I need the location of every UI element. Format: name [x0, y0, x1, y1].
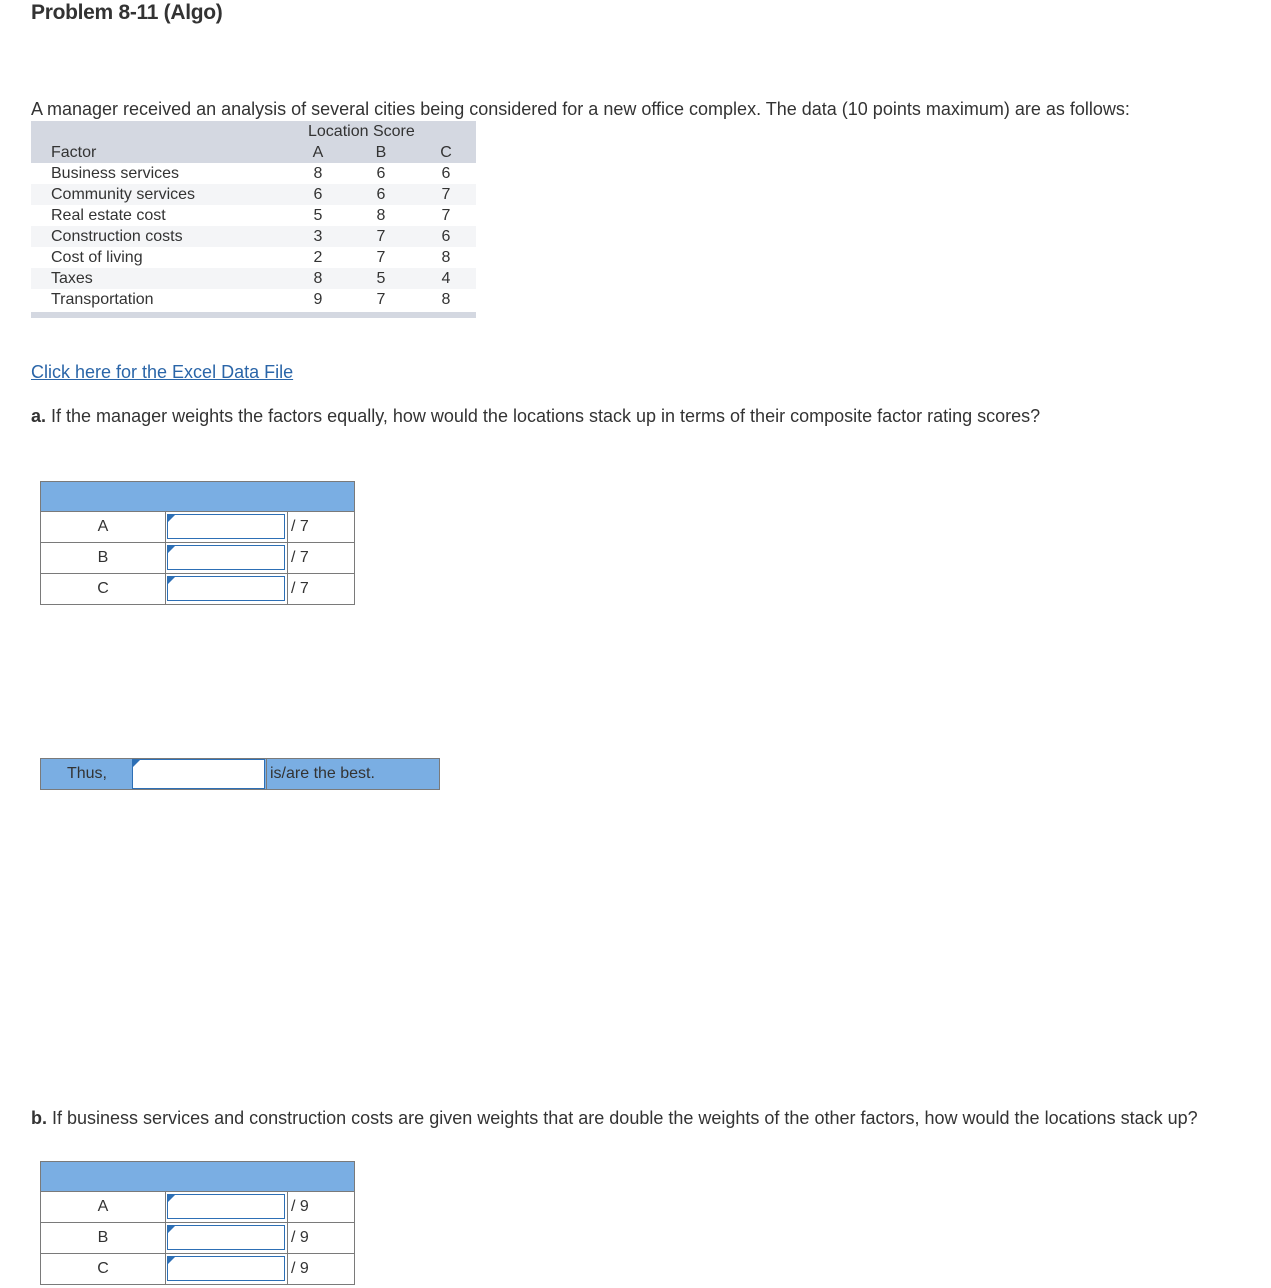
- table-row: [31, 226, 476, 247]
- score-denominator: / 9: [291, 1198, 309, 1215]
- score-input-b[interactable]: [167, 545, 285, 570]
- score-b: 7: [376, 291, 386, 308]
- divider: [287, 543, 288, 573]
- score-denominator: / 7: [291, 580, 309, 597]
- divider: [266, 759, 267, 789]
- location-label: B: [41, 543, 166, 573]
- thus-suffix: is/are the best.: [270, 765, 375, 782]
- score-a: 8: [313, 165, 323, 182]
- answer-row-c: [40, 1254, 355, 1285]
- page-title: Problem 8-11 (Algo): [31, 1, 223, 24]
- score-input-a[interactable]: [167, 514, 285, 539]
- thus-label: Thus,: [66, 765, 107, 782]
- col-header-b: B: [375, 144, 387, 161]
- question-b: [31, 1107, 1198, 1129]
- score-c: 7: [441, 186, 451, 203]
- answer-row-a: [40, 1192, 355, 1223]
- factor-name: Transportation: [51, 291, 154, 308]
- location-score-header-row: [31, 121, 476, 142]
- question-b-label: b.: [31, 1108, 47, 1128]
- question-a-text: If the manager weights the factors equally, how would the locations stack up in terms of their composite factor rating scores?: [51, 406, 1041, 426]
- score-a: 2: [313, 249, 323, 266]
- factor-name: Real estate cost: [51, 207, 166, 224]
- col-header-c: C: [440, 144, 452, 161]
- table-row: [31, 163, 476, 184]
- answer-table-a: [40, 481, 355, 605]
- question-a: [31, 405, 1040, 427]
- divider: [287, 1192, 288, 1222]
- table-bottom-border: [31, 312, 476, 318]
- score-b: 7: [376, 249, 386, 266]
- score-denominator: / 7: [291, 518, 309, 535]
- divider: [287, 1223, 288, 1253]
- factor-header: Factor: [51, 144, 97, 161]
- answer-table-header: [40, 1161, 355, 1192]
- score-a: 3: [313, 228, 323, 245]
- table-row: [31, 184, 476, 205]
- table-row: [31, 289, 476, 310]
- answer-table-b: [40, 1161, 355, 1285]
- location-label: B: [41, 1223, 166, 1253]
- answer-row-c: [40, 574, 355, 605]
- score-a: 8: [313, 270, 323, 287]
- score-input-a[interactable]: [167, 1194, 285, 1219]
- score-input-c[interactable]: [167, 576, 285, 601]
- score-c: 4: [441, 270, 451, 287]
- table-row: [31, 205, 476, 226]
- score-c: 8: [441, 249, 451, 266]
- score-b: 8: [376, 207, 386, 224]
- score-a: 9: [313, 291, 323, 308]
- location-label: A: [41, 512, 166, 542]
- score-a: 6: [313, 186, 323, 203]
- answer-row-b: [40, 543, 355, 574]
- score-b: 6: [376, 165, 386, 182]
- score-c: 6: [441, 165, 451, 182]
- divider: [287, 1254, 288, 1284]
- location-score-label: Location Score: [308, 123, 415, 140]
- column-header-row: [31, 142, 476, 163]
- answer-table-header: [40, 481, 355, 512]
- factor-name: Construction costs: [51, 228, 183, 245]
- score-a: 5: [313, 207, 323, 224]
- answer-row-b: [40, 1223, 355, 1254]
- score-c: 7: [441, 207, 451, 224]
- divider: [287, 512, 288, 542]
- score-b: 7: [376, 228, 386, 245]
- factor-name: Taxes: [51, 270, 93, 287]
- score-input-b[interactable]: [167, 1225, 285, 1250]
- score-denominator: / 7: [291, 549, 309, 566]
- intro-text: A manager received an analysis of several cities being considered for a new office complex. The data (10 points maximum) are as follows:: [31, 99, 1130, 119]
- excel-data-file-link[interactable]: Click here for the Excel Data File: [31, 362, 294, 382]
- score-c: 6: [441, 228, 451, 245]
- table-row: [31, 247, 476, 268]
- table-row: [31, 268, 476, 289]
- divider: [287, 574, 288, 604]
- score-b: 5: [376, 270, 386, 287]
- location-label: A: [41, 1192, 166, 1222]
- factor-name: Cost of living: [51, 249, 143, 266]
- answer-row-a: [40, 512, 355, 543]
- score-c: 8: [441, 291, 451, 308]
- table-header: [31, 121, 476, 163]
- factor-name: Community services: [51, 186, 196, 203]
- score-input-c[interactable]: [167, 1256, 285, 1281]
- col-header-a: A: [312, 144, 324, 161]
- best-location-input[interactable]: [132, 759, 265, 789]
- conclusion-row: [40, 758, 440, 790]
- factor-name: Business services: [51, 165, 180, 182]
- location-score-table: [31, 121, 476, 318]
- location-label: C: [41, 574, 166, 604]
- question-b-text: If business services and construction costs are given weights that are double the weights of the other factors, how would the locations stack up?: [52, 1108, 1198, 1128]
- location-label: C: [41, 1254, 166, 1284]
- score-b: 6: [376, 186, 386, 203]
- score-denominator: / 9: [291, 1260, 309, 1277]
- score-denominator: / 9: [291, 1229, 309, 1246]
- question-a-label: a.: [31, 406, 47, 426]
